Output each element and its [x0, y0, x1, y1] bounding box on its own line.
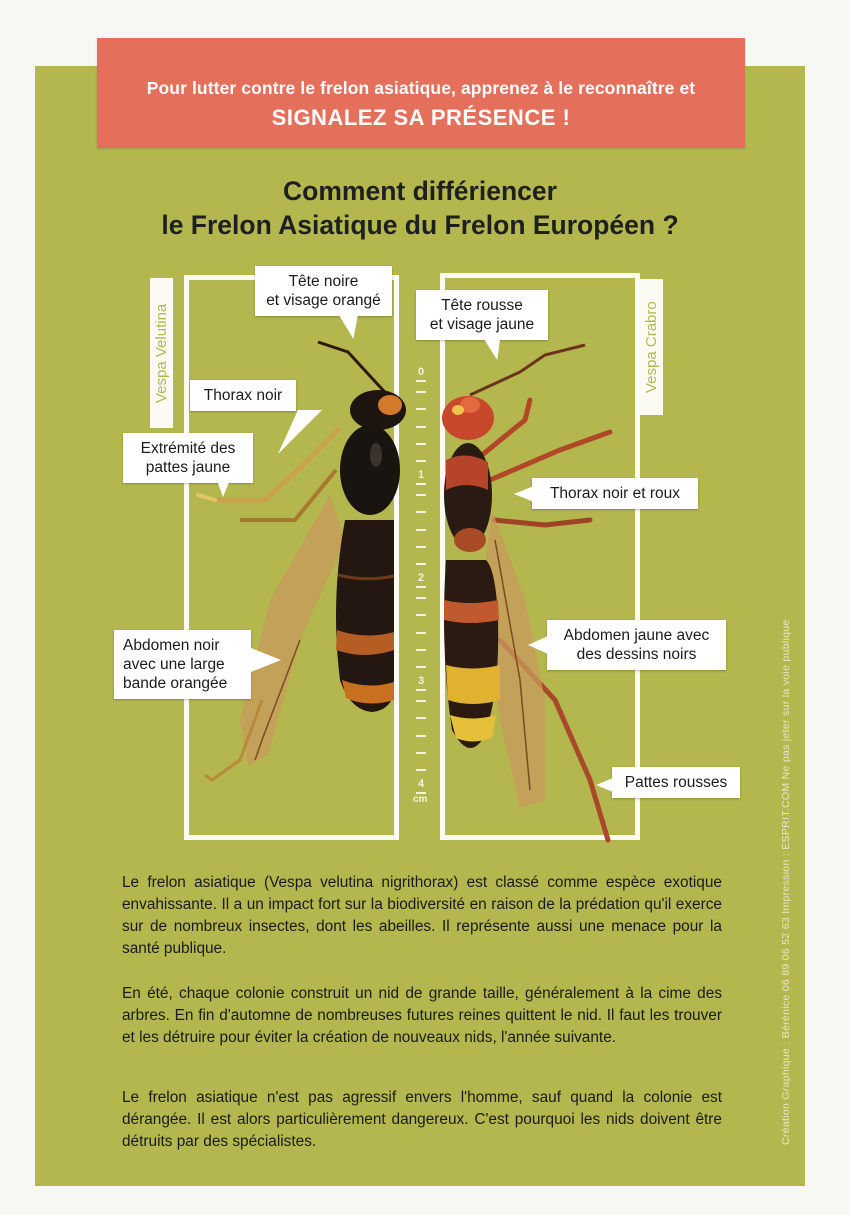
callout-pattes-jaune	[123, 433, 253, 483]
callout-abdomen-jaune	[547, 620, 726, 670]
callout-thorax-noir-roux	[532, 478, 698, 509]
callout-thorax-noir-roux-text: Thorax noir et roux	[549, 485, 681, 502]
ruler-tick	[416, 426, 426, 428]
scale-ruler	[400, 360, 440, 830]
ruler-major-tick	[416, 586, 426, 588]
ruler-tick	[416, 443, 426, 445]
paragraph-1: Le frelon asiatique (Vespa velutina nigrithorax) est classé comme espèce exotique envahissante. Il a un impact fort sur la biodiversité en raison de la prédation qu'il exerce sur de nombreux insectes, dont les abeilles. Il représente aussi une menace pour la santé publique.	[122, 874, 722, 957]
pointer-pattes-jaune	[215, 475, 232, 497]
side-credit: Création Graphique : Bérénice 06 89 06 52 63 Impression : ESPRIT.COM Ne pas jeter sur la voie publique	[780, 619, 792, 1145]
callout-abdomen-noir-line2: avec une large	[123, 656, 225, 673]
paragraph-2: En été, chaque colonie construit un nid de grande taille, généralement à la cime des arbres. En fin d'automne de nombreuses futures reines quittent le nid. Il faut les trouver et les détruire pour éviter la création de nouveaux nids, l'année suivante.	[122, 985, 722, 1046]
ruler-label: 2	[417, 572, 425, 584]
title-line2: le Frelon Asiatique du Frelon Européen ?	[161, 210, 679, 240]
ruler-tick	[416, 769, 426, 771]
banner-line1: Pour lutter contre le frelon asiatique, apprenez à le reconnaître et	[146, 78, 696, 98]
species-label-crabro: Vespa Crabro	[640, 279, 663, 415]
ruler-label: 3	[417, 675, 425, 687]
ruler-tick	[416, 563, 426, 565]
ruler-tick	[416, 511, 426, 513]
pointer-thorax-noir-roux	[514, 486, 534, 502]
callout-tete-noire-line1: Tête noire	[288, 273, 359, 290]
callout-abdomen-noir-line3: bande orangée	[123, 675, 228, 692]
callout-thorax-noir	[190, 380, 296, 411]
callout-thorax-noir-text: Thorax noir	[203, 387, 283, 404]
callout-tete-noire	[255, 266, 392, 316]
callout-tete-rousse	[416, 290, 548, 340]
ruler-tick	[416, 735, 426, 737]
species-label-velutina: Vespa Velutina	[150, 278, 173, 428]
pointer-abdomen-jaune	[528, 636, 548, 654]
banner-line2: SIGNALEZ SA PRÉSENCE !	[271, 105, 571, 130]
ruler-major-tick	[416, 689, 426, 691]
ruler-tick	[416, 494, 426, 496]
ruler-tick	[416, 546, 426, 548]
ruler-label: 1	[417, 469, 425, 481]
callout-abdomen-noir	[114, 630, 251, 699]
callout-tete-rousse-line1: Tête rousse	[441, 297, 523, 314]
ruler-tick	[416, 460, 426, 462]
callout-tete-rousse-line2: et visage jaune	[429, 316, 535, 333]
ruler-tick	[416, 597, 426, 599]
title-line1: Comment différiencer	[283, 176, 557, 206]
ruler-tick	[416, 700, 426, 702]
ruler-unit: cm	[413, 794, 428, 805]
ruler-tick	[416, 666, 426, 668]
callout-abdomen-noir-line1: Abdomen noir	[123, 637, 220, 654]
ruler-major-tick	[416, 483, 426, 485]
ruler-tick	[416, 649, 426, 651]
paragraph-3: Le frelon asiatique n'est pas agressif envers l'homme, sauf quand la colonie est dérangée. Il est alors particulièrement dangereux. C'est pourquoi les nids doivent être détruits par des spécialistes.	[122, 1089, 722, 1150]
ruler-tick	[416, 752, 426, 754]
ruler-tick	[416, 717, 426, 719]
callout-abdomen-jaune-line1: Abdomen jaune avec	[563, 627, 710, 644]
ruler-tick	[416, 632, 426, 634]
pointer-pattes-rousses	[596, 778, 613, 792]
callout-pattes-jaune-line2: pattes jaune	[145, 459, 231, 476]
callout-abdomen-jaune-line2: des dessins noirs	[576, 646, 697, 663]
callout-pattes-rousses-text: Pattes rousses	[624, 774, 728, 791]
european-hornet-image	[442, 345, 610, 840]
ruler-tick	[416, 529, 426, 531]
ruler-major-tick	[416, 380, 426, 382]
ruler-label: 4	[417, 778, 425, 790]
ruler-label: 0	[417, 366, 425, 378]
pointer-abdomen-noir	[251, 648, 281, 672]
ruler-tick	[416, 408, 426, 410]
callout-tete-noire-line2: et visage orangé	[266, 292, 381, 309]
ruler-tick	[416, 614, 426, 616]
callout-pattes-jaune-line1: Extrémité des	[140, 440, 236, 457]
callout-pattes-rousses	[612, 767, 740, 798]
ruler-tick	[416, 391, 426, 393]
